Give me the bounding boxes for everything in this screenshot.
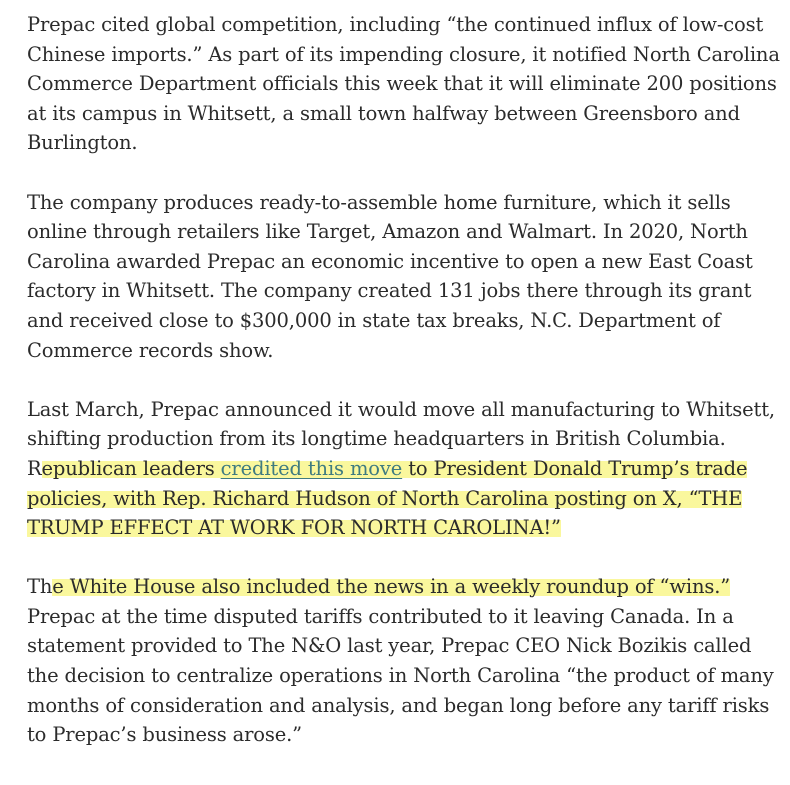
- highlighted-text-end: to President Donald Trump’s trade policies, with Rep. Richard Hudson of North Carolina posting on X, “THE TRUMP EFFECT AT WORK FOR NORTH CAROLINA!”: [27, 456, 748, 540]
- paragraph-3-text-start: Last March, Prepac announced it would move all manufacturing to Whitsett, shifting production from its longtime headquarters in British Columbia. R: [27, 397, 775, 480]
- paragraph-4-text-start: Th: [27, 575, 53, 599]
- paragraph-2: The company produces ready-to-assemble home furniture, which it sells online through retailers like Target, Amazon and Walmart. In 2020, North Carolina awarded Prepac an economic incentive to open a new East Coast factory in Whitsett. The company created 131 jobs there through its grant and received close to $300,000 in state tax breaks, N.C. Department of Commerce records show.: [27, 190, 753, 362]
- paragraph-4: [27, 572, 782, 750]
- highlighted-text-white-house: e White House also included the news in a weekly roundup of “wins.”: [52, 575, 731, 599]
- highlighted-text: [27, 457, 747, 539]
- paragraph-3: [27, 395, 782, 543]
- highlighted-text-start: epublican leaders: [41, 456, 221, 480]
- paragraph-4-text-end: Prepac at the time disputed tariffs contributed to it leaving Canada. In a statement provided to The N&O last year, Prepac CEO Nick Bozikis called the decision to centralize operations in North Carolina “the product of many months of consideration and analysis, and began long before any tariff risks to Prepac’s business arose.”: [27, 604, 774, 747]
- paragraph-1: Prepac cited global competition, including “the continued influx of low-cost Chinese imports.” As part of its impending closure, it notified North Carolina Commerce Department officials this week that it will eliminate 200 positions at its campus in Whitsett, a small town halfway between Greensboro and Burlington.: [27, 13, 780, 155]
- article-body: [27, 10, 782, 779]
- credited-this-move-link[interactable]: credited this move: [220, 456, 403, 480]
